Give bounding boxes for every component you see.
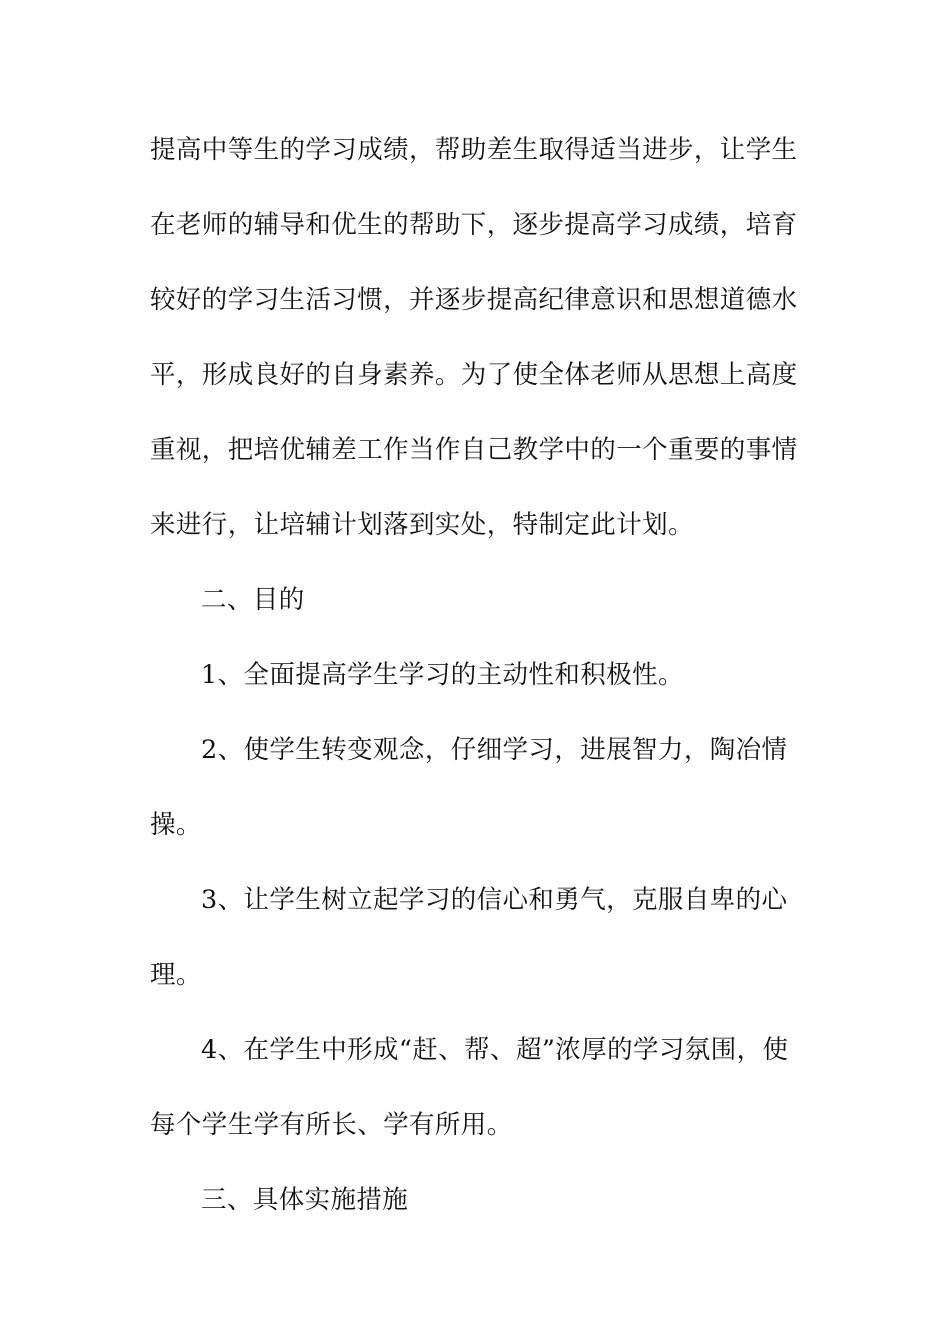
paragraph-line: 在老师的辅导和优生的帮助下，逐步提高学习成绩，培育 bbox=[150, 210, 798, 240]
paragraph-line: 较好的学习生活习惯，并逐步提高纪律意识和思想道德水 bbox=[150, 285, 798, 315]
section-heading-measures: 三、具体实施措施 bbox=[201, 1185, 409, 1215]
list-item-1: 1、全面提高学生学习的主动性和积极性。 bbox=[201, 660, 684, 690]
list-item-3-continuation: 理。 bbox=[150, 960, 202, 990]
list-item-2: 2、使学生转变观念，仔细学习，进展智力，陶冶情 bbox=[201, 735, 788, 765]
paragraph-line: 提高中等生的学习成绩，帮助差生取得适当进步，让学生 bbox=[150, 135, 798, 165]
list-item-4-continuation: 每个学生学有所长、学有所用。 bbox=[150, 1110, 513, 1140]
paragraph-line: 重视，把培优辅差工作当作自己教学中的一个重要的事情 bbox=[150, 435, 798, 465]
paragraph-line: 平，形成良好的自身素养。为了使全体老师从思想上高度 bbox=[150, 360, 798, 390]
section-heading-purpose: 二、目的 bbox=[201, 585, 305, 615]
list-item-3: 3、让学生树立起学习的信心和勇气，克服自卑的心 bbox=[201, 885, 788, 915]
list-item-2-continuation: 操。 bbox=[150, 810, 202, 840]
paragraph-line: 来进行，让培辅计划落到实处，特制定此计划。 bbox=[150, 510, 694, 540]
list-item-4: 4、在学生中形成“赶、帮、超”浓厚的学习氛围，使 bbox=[201, 1035, 789, 1065]
